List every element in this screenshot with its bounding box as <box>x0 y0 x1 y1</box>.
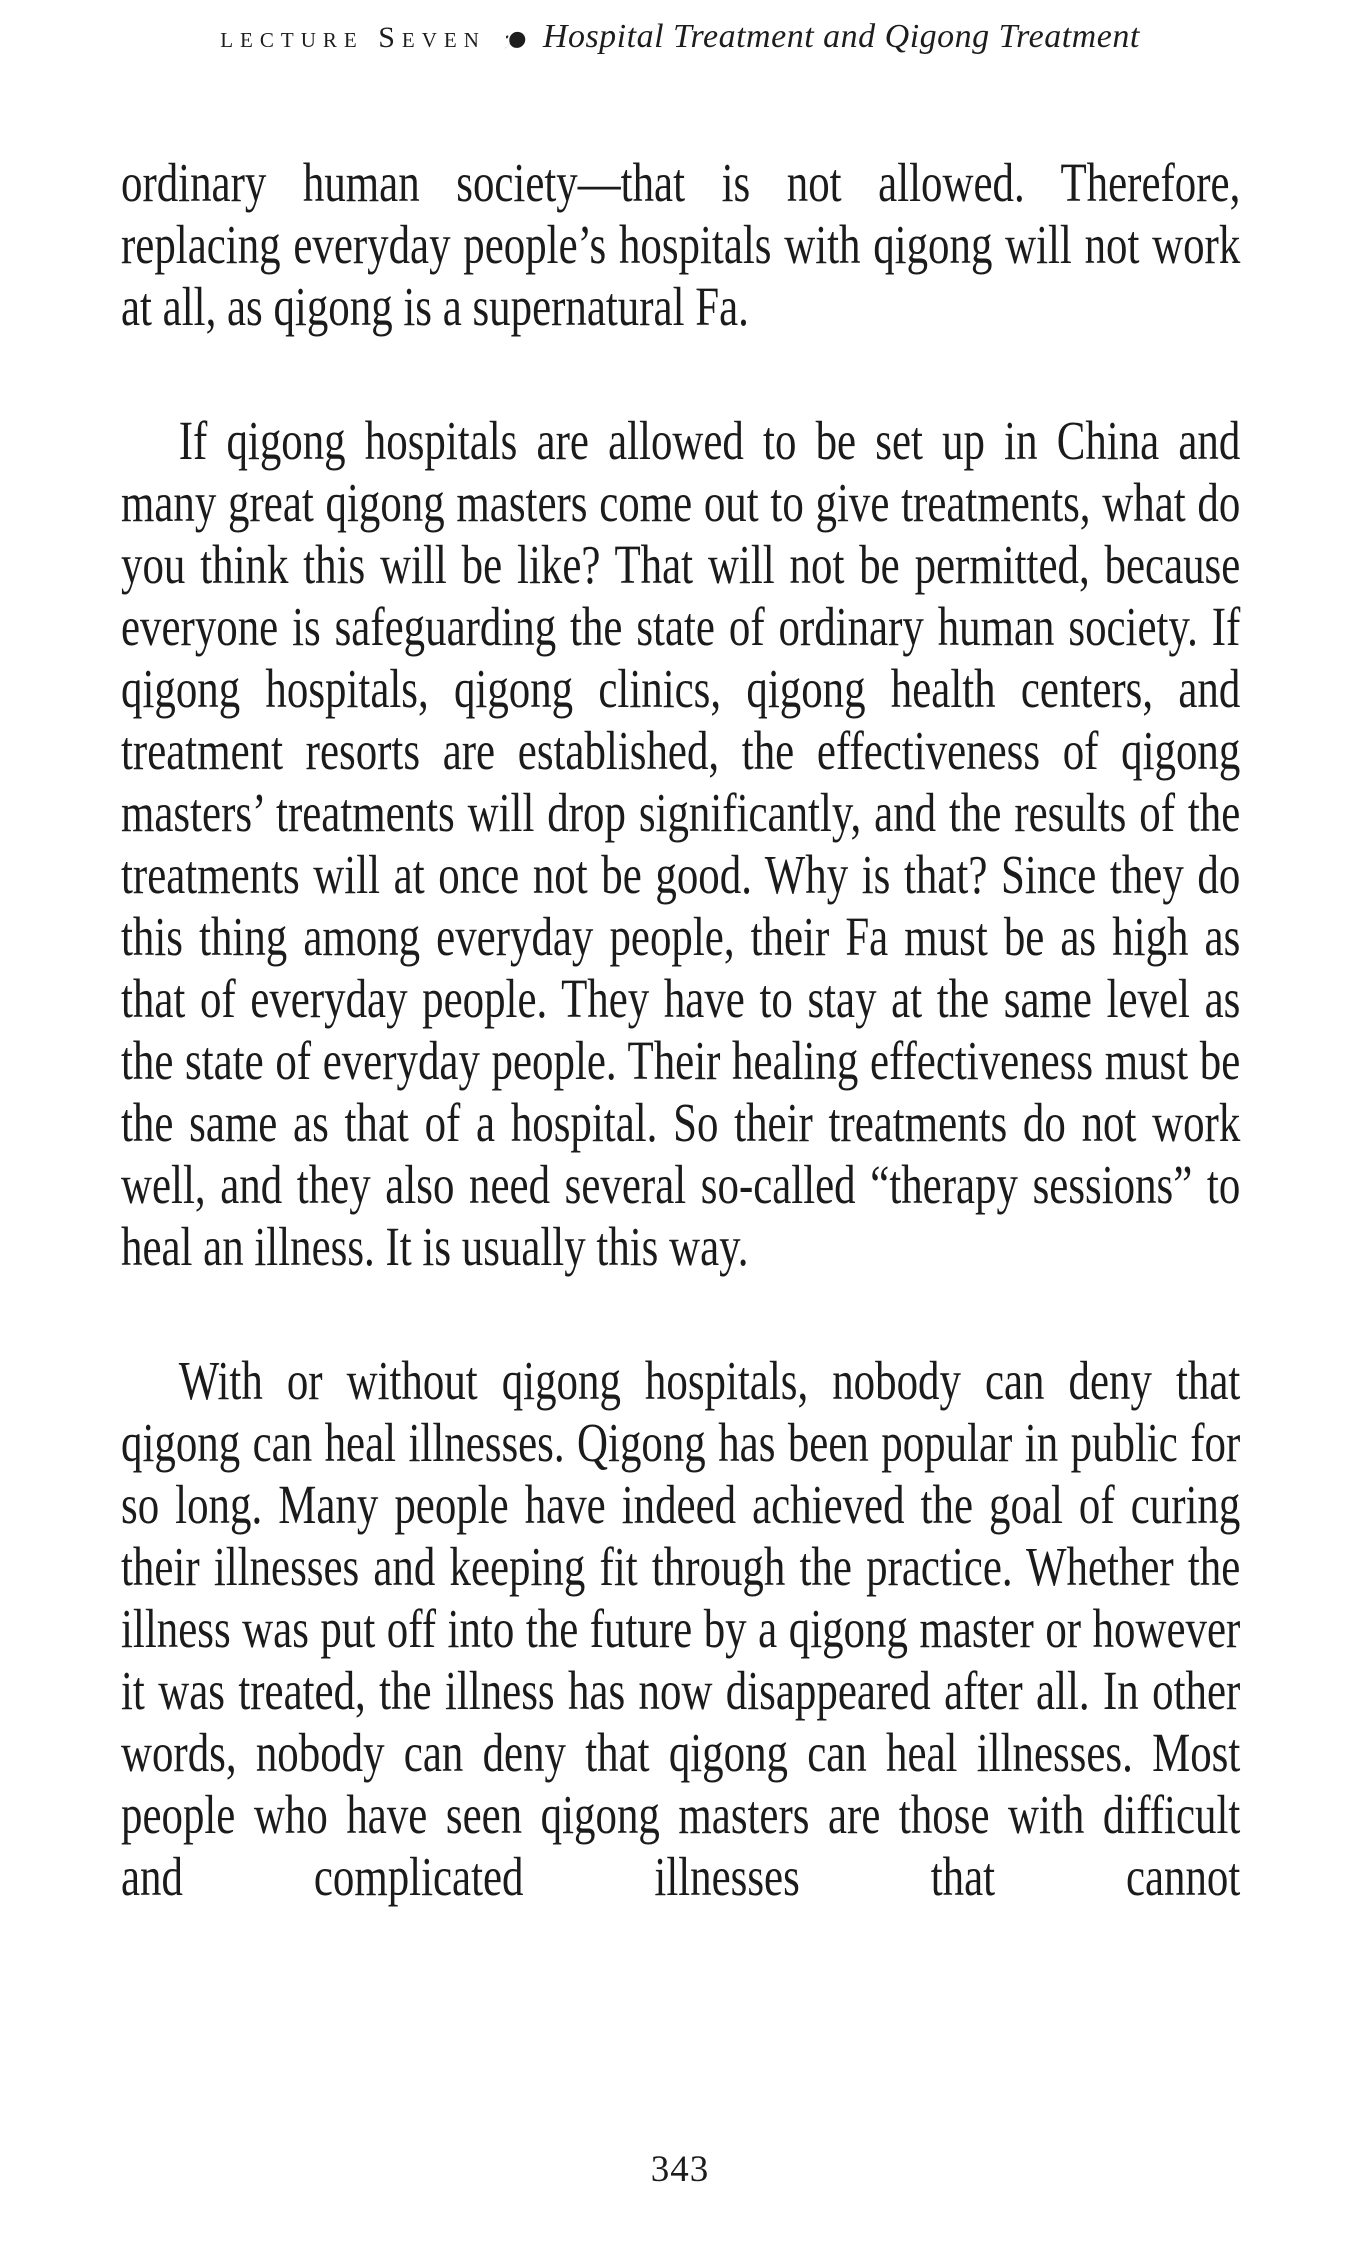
page-footer <box>0 2148 1360 2191</box>
page-number: 343 <box>650 2149 710 2190</box>
running-header <box>0 18 1360 56</box>
lecture-number-label: lecture Seven <box>220 21 486 54</box>
body-paragraph: ordinary human society—that is not allowed. Therefore, replacing everyday people’s hospitals with qigong will not work at all, as qigong is a supernatural Fa. <box>121 152 1241 337</box>
chapter-title: Hospital Treatment and Qigong Treatment <box>542 18 1140 55</box>
page-body <box>121 152 1240 1908</box>
body-paragraph: With or without qigong hospitals, nobody can deny that qigong can heal illnesses. Qigong has been popular in public for so long. Many people have indeed achieved the goal of curing their illnesses and keeping fit through the practice. Whether the illness was put off into the future by a qigong master or however it was treated, the illness has now disappeared after all. In other words, nobody can deny that qigong can heal illnesses. Most people who have seen qigong masters are those with difficult and complicated illnesses that cannot <box>121 1350 1241 1907</box>
body-paragraph: If qigong hospitals are allowed to be set up in China and many great qigong masters come out to give treatments, what do you think this will be like? That will not be permitted, because everyone is safeguarding the state of ordinary human society. If qigong hospitals, qigong clinics, qigong health centers, and treatment resorts are established, the effectiveness of qigong masters’ treatments will drop significantly, and the results of the treatments will at once not be good. Why is that? Since they do this thing among everyday people, their Fa must be as high as that of everyday people. They have to stay at the same level as the state of everyday people. Their healing effectiveness must be the same as that of a hospital. So their treatments do not work well, and they also need several so-called “therapy sessions” to heal an illness. It is usually this way. <box>121 410 1241 1277</box>
hedera-leaf-icon <box>501 28 528 52</box>
